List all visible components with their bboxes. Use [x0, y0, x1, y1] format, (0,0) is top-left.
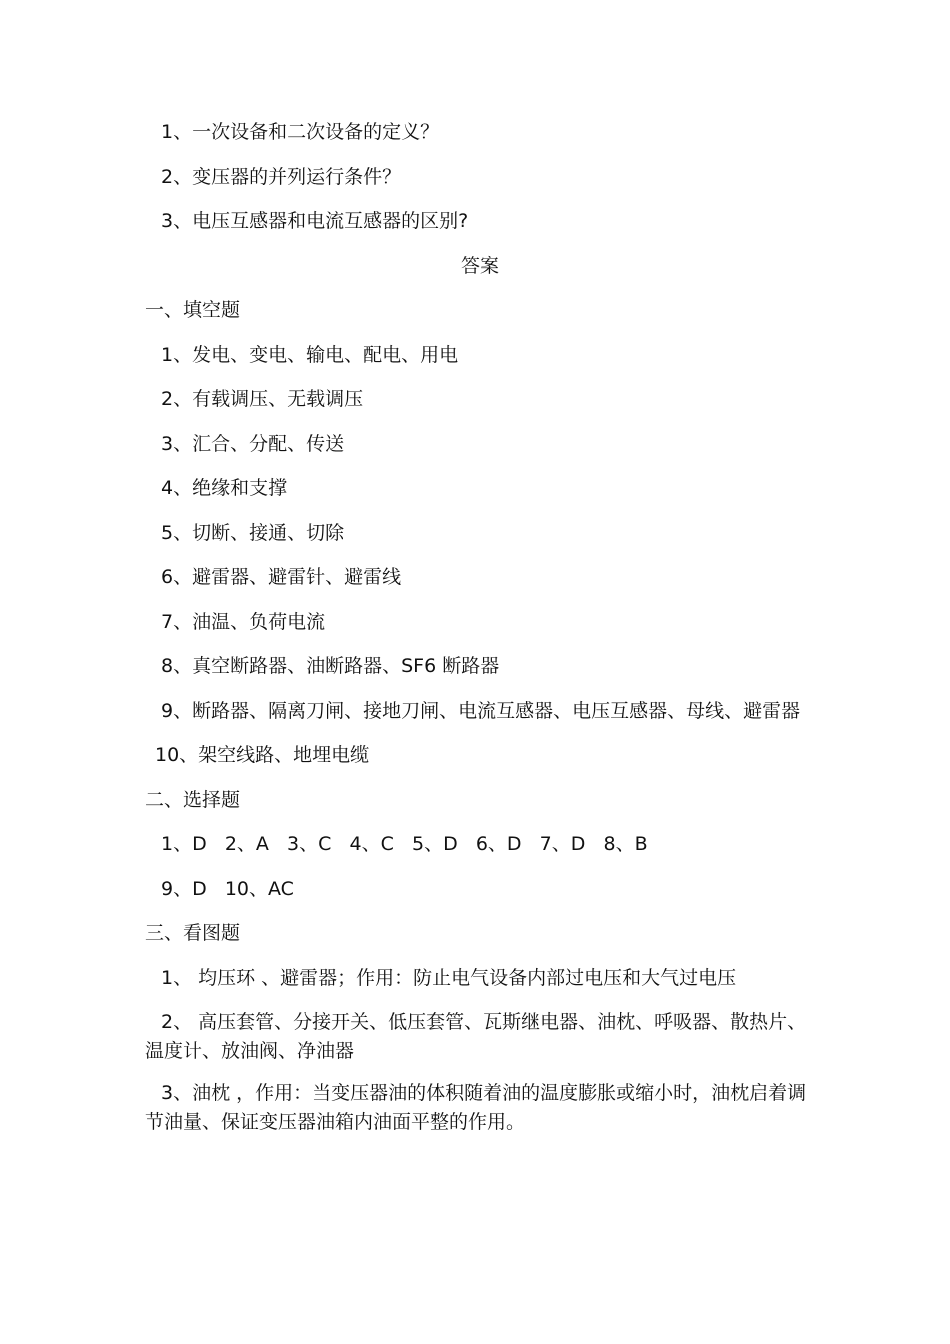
- fill-answer-4: 4、绝缘和支撑: [161, 477, 288, 499]
- figure-answer-2: 2、 高压套管、分接开关、低压套管、瓦斯继电器、油枕、呼吸器、散热片、温度计、放油阀、净油器: [145, 1011, 807, 1062]
- fill-answer-3: 3、汇合、分配、传送: [161, 432, 345, 455]
- fill-answer-6: 6、避雷器、避雷针、避雷线: [161, 566, 402, 588]
- fill-answer-10: 10、架空线路、地埋电缆: [155, 744, 370, 766]
- choice-answers-row-1: 1、D 2、A 3、C 4、C 5、D 6、D 7、D 8、B: [161, 833, 648, 855]
- fill-answer-5: 5、切断、接通、切除: [161, 521, 345, 544]
- figure-answer-3: 3、油枕 ，作用：当变压器油的体积随着油的温度膨胀或缩小时，油枕启着调节油量、保证变压器油箱内油面平整的作用。: [145, 1082, 807, 1133]
- fill-answer-8: 8、真空断路器、油断路器、SF6 断路器: [161, 655, 500, 677]
- section2-heading: 二、选择题: [145, 788, 241, 811]
- document-page: [145, 118, 815, 1153]
- fill-answer-7: 7、油温、负荷电流: [161, 610, 326, 633]
- fill-answer-2: 2、有载调压、无载调压: [161, 388, 364, 410]
- question-2: 2、变压器的并列运行条件？: [161, 165, 402, 188]
- question-1: 1、一次设备和二次设备的定义？: [161, 121, 440, 143]
- question-3: 3、电压互感器和电流互感器的区别?: [161, 210, 469, 232]
- fill-answer-9: 9、断路器、隔离刀闸、接地刀闸、电流互感器、电压互感器、母线、避雷器: [161, 699, 801, 722]
- figure-answer-1: 1、 均压环 、避雷器；作用：防止电气设备内部过电压和大气过电压: [161, 966, 737, 989]
- fill-answer-1: 1、发电、变电、输电、配电、用电: [161, 343, 459, 366]
- section3-heading: 三、看图题: [145, 922, 241, 944]
- choice-answers-row-2: 9、D 10、AC: [161, 877, 294, 900]
- section1-heading: 一、填空题: [145, 299, 241, 321]
- answer-title: 答案: [460, 254, 499, 277]
